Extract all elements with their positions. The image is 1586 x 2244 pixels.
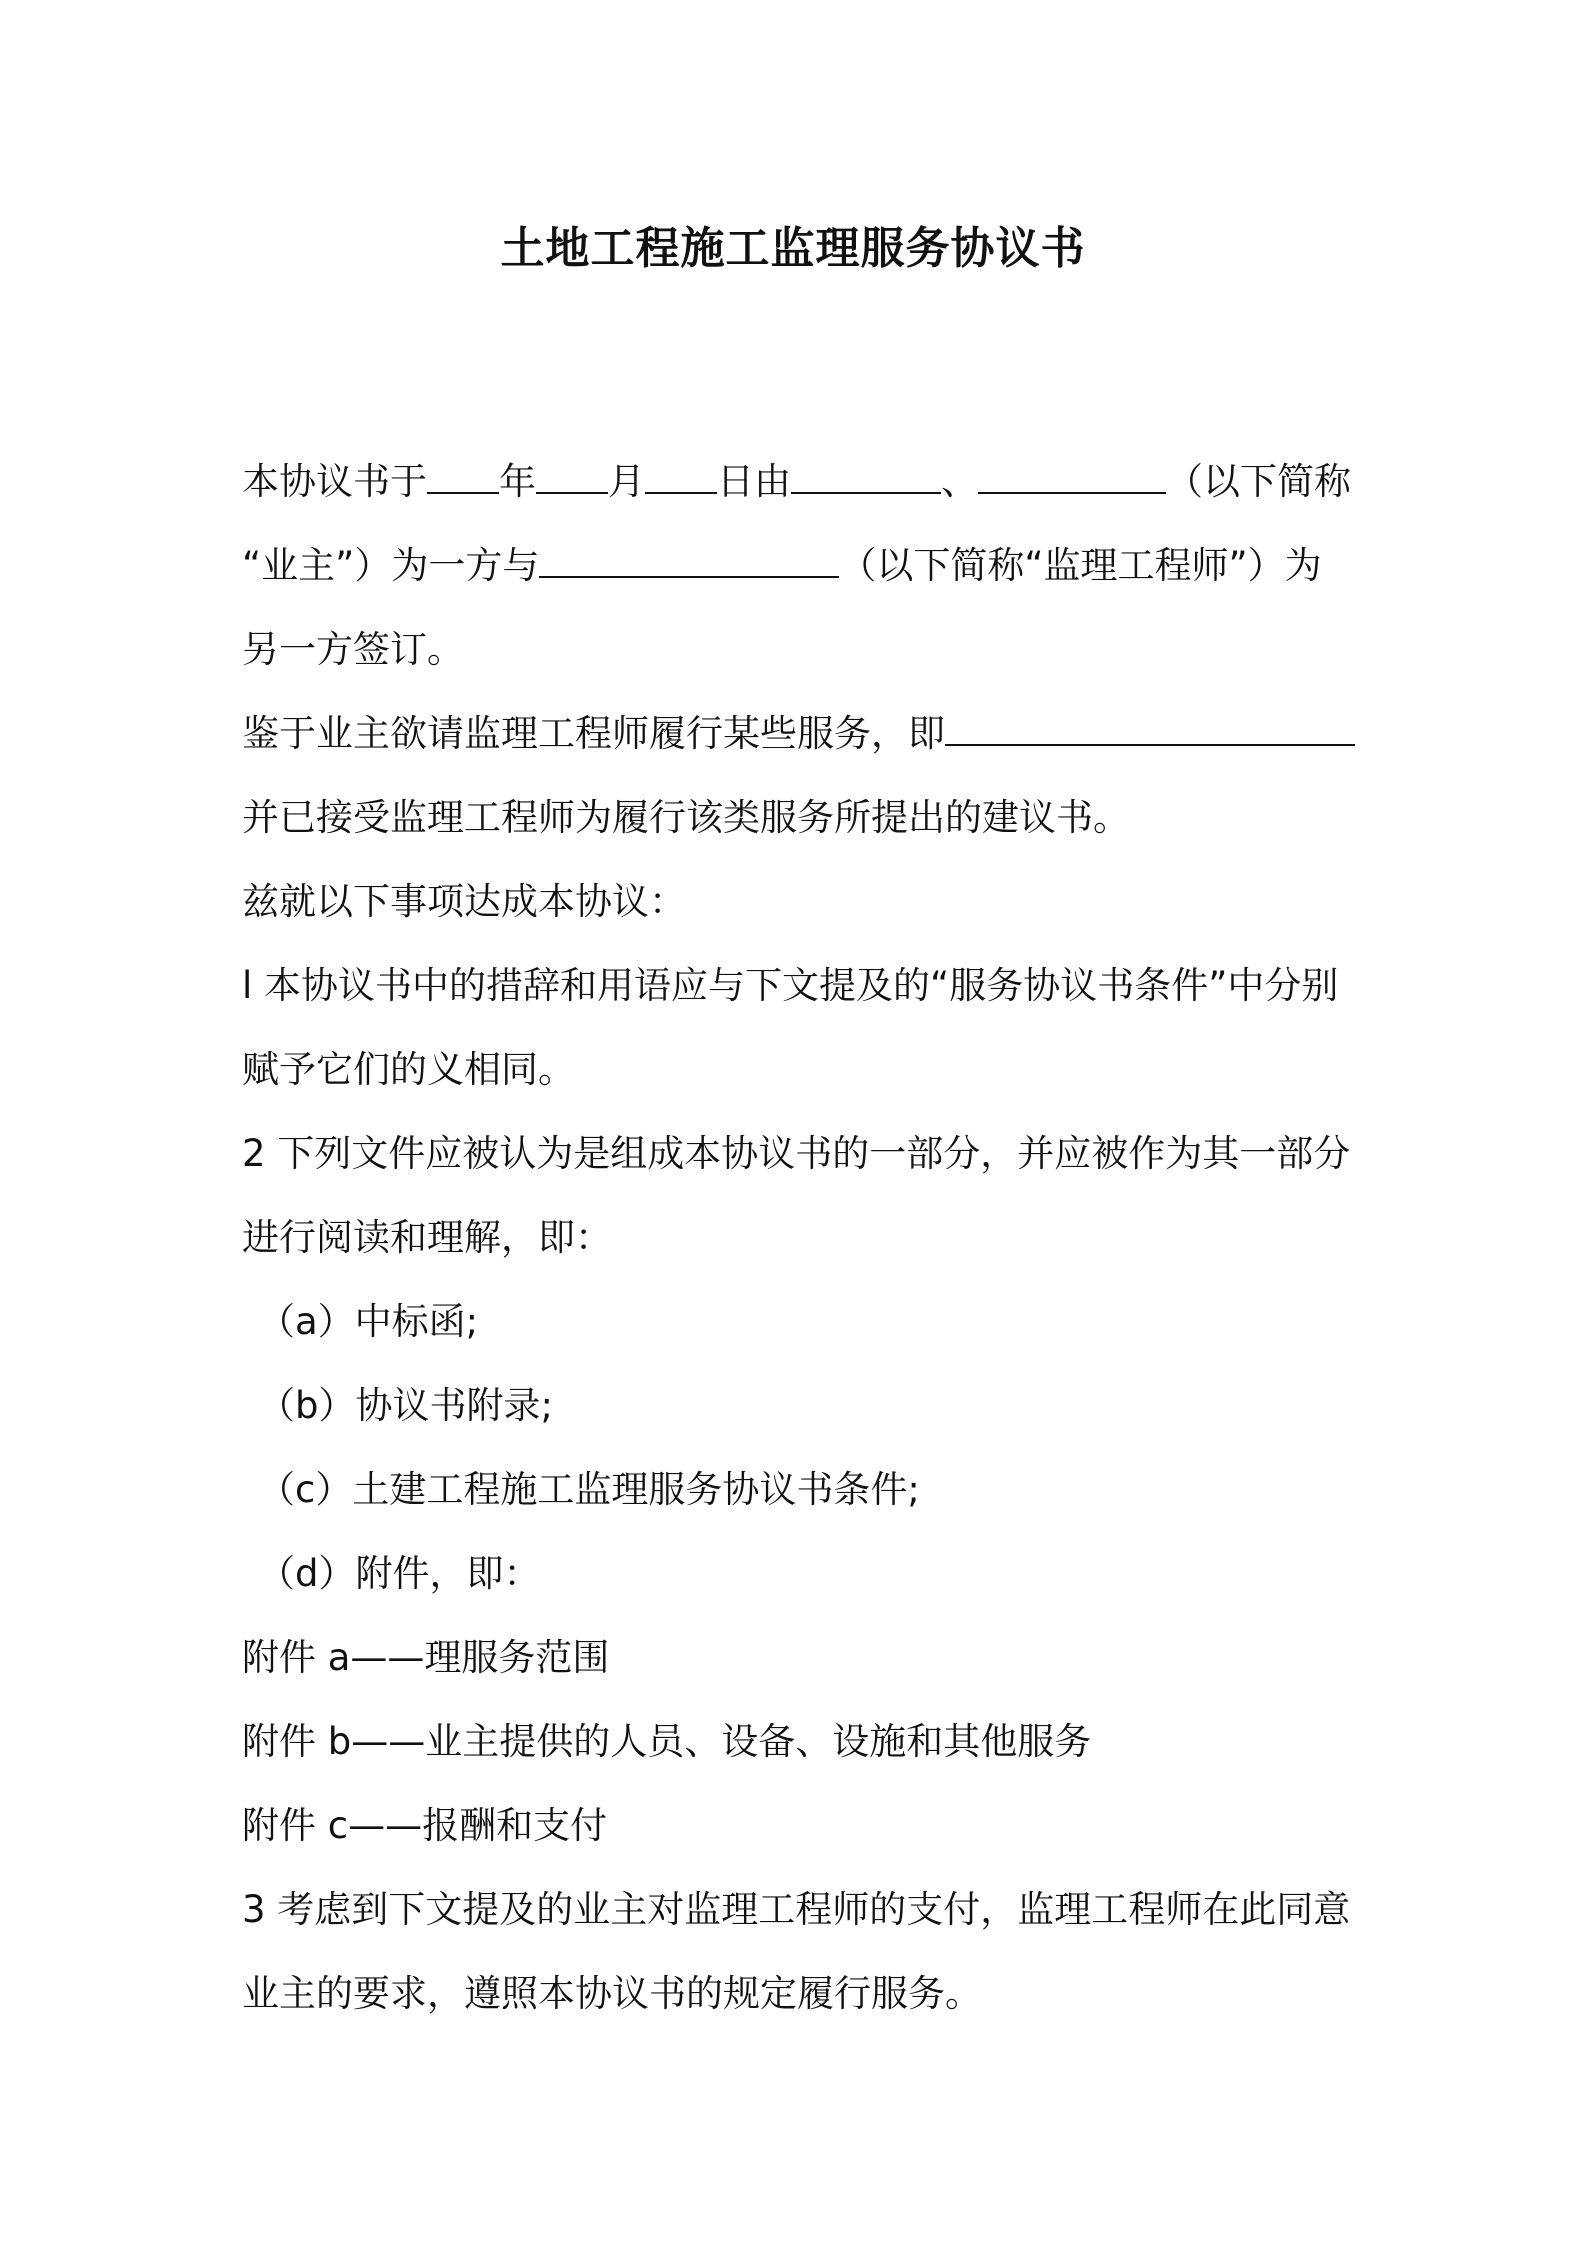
opening-year-label: 年: [499, 460, 536, 503]
blank-engineer: [539, 546, 839, 578]
document-body: [242, 440, 1357, 2036]
opening-engineer-text: （以下简称“监理工程师”）为: [839, 544, 1322, 587]
attachment-b: 附件 b——业主提供的人员、设备、设施和其他服务: [242, 1720, 1092, 1763]
list-item-d: （d）附件，即：: [258, 1552, 541, 1595]
opening-line-3: 另一方签订。: [242, 628, 464, 671]
opening-line-1: [242, 440, 1357, 524]
clause-1: l 本协议书中的措辞和用语应与下文提及的“服务协议书条件”中分别赋予它们的义相同。: [242, 964, 1339, 1091]
attachment-c: 附件 c——报酬和支付: [242, 1804, 608, 1847]
opening-text-a: 本协议书于: [242, 460, 427, 503]
whereas-text: 鉴于业主欲请监理工程师履行某些服务，即: [242, 712, 945, 755]
agreement-intro: 兹就以下事项达成本协议：: [242, 880, 686, 923]
opening-day-label: 日由: [717, 460, 791, 503]
attachment-a: 附件 a——理服务范围: [242, 1636, 610, 1679]
opening-separator: 、: [941, 460, 978, 503]
list-item-a: （a）中标函;: [258, 1300, 479, 1343]
blank-month: [536, 462, 608, 494]
blank-party-a: [791, 462, 941, 494]
whereas-line-1: [242, 692, 1357, 776]
clause-2: 2 下列文件应被认为是组成本协议书的一部分，并应被作为其一部分进行阅读和理解，即：: [242, 1132, 1351, 1259]
whereas-line-2: 并已接受监理工程师为履行该类服务所提出的建议书。: [242, 796, 1130, 839]
blank-day: [645, 462, 717, 494]
opening-owner-text: “业主”）为一方与: [242, 544, 540, 587]
opening-month-label: 月: [608, 460, 645, 503]
blank-services: [945, 714, 1355, 746]
document-title: 土地工程施工监理服务协议书: [500, 223, 1086, 274]
blank-year: [427, 462, 499, 494]
opening-line-2: [242, 524, 1357, 608]
clause-3: 3 考虑到下文提及的业主对监理工程师的支付，监理工程师在此同意业主的要求，遵照本协议书的规定履行服务。: [242, 1888, 1351, 2015]
list-item-b: （b）协议书附录;: [258, 1384, 553, 1427]
blank-party-b: [978, 462, 1166, 494]
opening-text-b: （以下简称: [1166, 460, 1351, 503]
list-item-c: （c）土建工程施工监理服务协议书条件;: [258, 1468, 920, 1511]
